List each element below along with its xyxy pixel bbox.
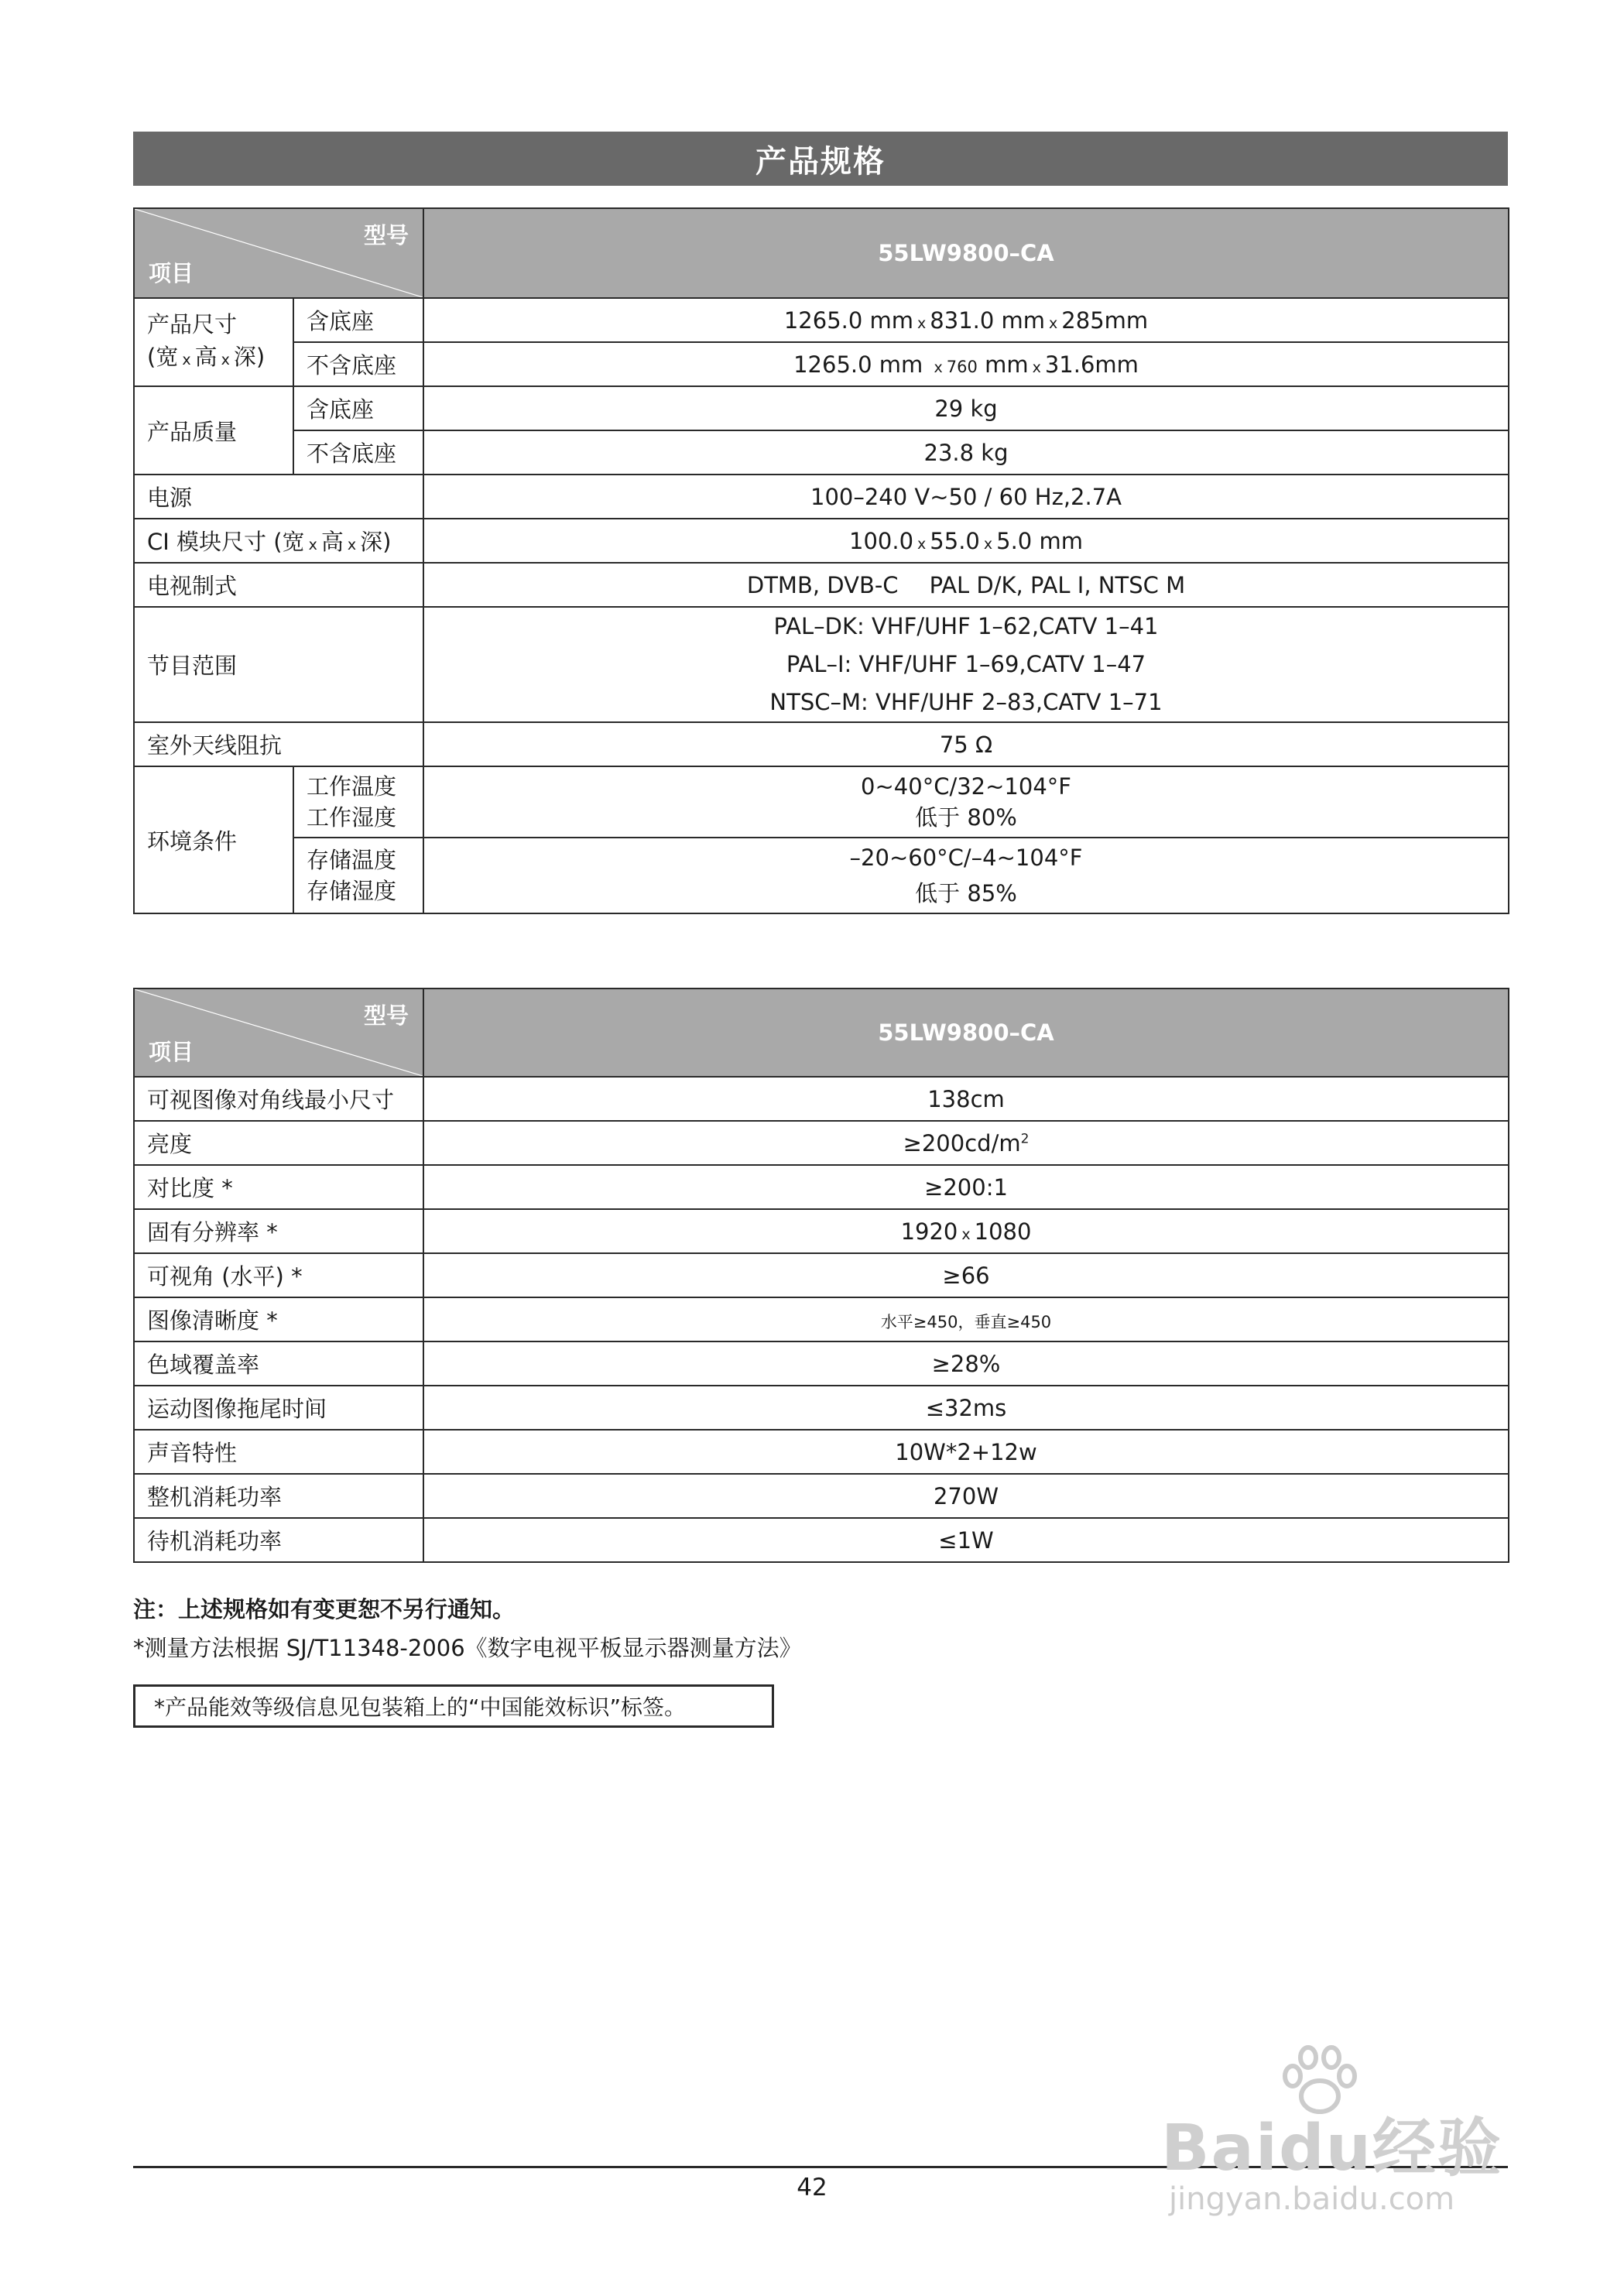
table-row [134, 766, 1509, 838]
weight-label: 产品质量 [134, 386, 293, 475]
operating-labels: 工作温度 工作湿度 [293, 766, 423, 838]
row-value: 10W*2+12w [423, 1430, 1509, 1474]
tv-system-value: DTMB, DVB-C PAL D/K, PAL I, NTSC M [423, 563, 1509, 607]
size-with-base-value: 1265.0 mm x 831.0 mm x 285mm [423, 298, 1509, 342]
storage-labels: 存储温度 存储湿度 [293, 838, 423, 913]
table-row [134, 475, 1509, 519]
table-row [134, 430, 1509, 475]
table-row [134, 1474, 1509, 1518]
antenna-value: 75 Ω [423, 722, 1509, 766]
table-row [134, 1077, 1509, 1121]
table-row [134, 722, 1509, 766]
row-value: 水平≥450，垂直≥450 [423, 1297, 1509, 1341]
row-value: ≤1W [423, 1518, 1509, 1562]
size-label: 产品尺寸 (宽 x 高 x 深) [134, 298, 293, 386]
weight-with-base-label: 含底座 [293, 386, 423, 430]
program-range-label: 节目范围 [134, 607, 423, 722]
environment-label: 环境条件 [134, 766, 293, 913]
weight-without-base-label: 不含底座 [293, 430, 423, 475]
energy-label-note: *产品能效等级信息见包装箱上的“中国能效标识”标签。 [133, 1684, 774, 1728]
table-row [134, 1209, 1509, 1253]
row-value: 1920 x 1080 [423, 1209, 1509, 1253]
ci-value: 100.0 x 55.0 x 5.0 mm [423, 519, 1509, 563]
weight-without-base-value: 23.8 kg [423, 430, 1509, 475]
row-label: 图像清晰度 * [134, 1297, 423, 1341]
header-model-label: 型号 [363, 1002, 409, 1029]
row-label: 亮度 [134, 1121, 423, 1165]
row-value: ≥200:1 [423, 1165, 1509, 1209]
row-label: 运动图像拖尾时间 [134, 1386, 423, 1430]
power-label: 电源 [134, 475, 423, 519]
power-value: 100–240 V~50 / 60 Hz,2.7A [423, 475, 1509, 519]
antenna-label: 室外天线阻抗 [134, 722, 423, 766]
table-row [134, 1341, 1509, 1386]
spec-table-2 [133, 988, 1509, 1563]
row-value: ≤32ms [423, 1386, 1509, 1430]
row-value: $\ge 200cd/m^2$ [423, 1121, 1509, 1165]
table-row [134, 1253, 1509, 1297]
row-label: 对比度 * [134, 1165, 423, 1209]
size-without-base-value: 1265.0 mm x 760 mm x 31.6mm [423, 342, 1509, 386]
row-value: 138cm [423, 1077, 1509, 1121]
table-row [134, 342, 1509, 386]
table-row [134, 386, 1509, 430]
table-row [134, 1121, 1509, 1165]
notes [133, 1590, 802, 1667]
watermark-url: jingyan.baidu.com [1169, 2181, 1455, 2217]
header-diagonal-cell [134, 208, 423, 298]
row-label: 可视图像对角线最小尺寸 [134, 1077, 423, 1121]
row-label: 色域覆盖率 [134, 1341, 423, 1386]
row-label: 可视角 (水平) * [134, 1253, 423, 1297]
with-base-label: 含底座 [293, 298, 423, 342]
header-item-label: 项目 [149, 1039, 194, 1065]
ci-label: CI 模块尺寸 (宽 x 高 x 深) [134, 519, 423, 563]
table-row [134, 838, 1509, 913]
table-row [134, 563, 1509, 607]
table-row [134, 1165, 1509, 1209]
row-value: ≥66 [423, 1253, 1509, 1297]
header-item-label: 项目 [149, 260, 194, 286]
note-measurement-method: *测量方法根据 SJ/T11348-2006《数字电视平板显示器测量方法》 [133, 1635, 802, 1661]
note-change-notice: 注：上述规格如有变更恕不另行通知。 [133, 1596, 516, 1622]
table-row [134, 607, 1509, 722]
table-row [134, 298, 1509, 342]
table-row [134, 1430, 1509, 1474]
row-label: 整机消耗功率 [134, 1474, 423, 1518]
weight-with-base-value: 29 kg [423, 386, 1509, 430]
operating-values: 0~40°C/32~104°F 低于 80% [423, 766, 1509, 838]
row-value: ≥28% [423, 1341, 1509, 1386]
page-number: 42 [797, 2174, 827, 2201]
row-label: 固有分辨率 * [134, 1209, 423, 1253]
header-model-label: 型号 [363, 222, 409, 248]
watermark-brand: Baidu经验 [1161, 2112, 1503, 2185]
table-row [134, 1518, 1509, 1562]
row-label: 待机消耗功率 [134, 1518, 423, 1562]
model-name: 55LW9800–CA [423, 989, 1509, 1077]
storage-values: –20~60°C/–4~104°F 低于 85% [423, 838, 1509, 913]
page-title: 产品规格 [133, 132, 1508, 186]
spec-table-1 [133, 207, 1509, 914]
table-header-row [134, 208, 1509, 298]
table-row [134, 519, 1509, 563]
model-name: 55LW9800–CA [423, 208, 1509, 298]
table-row [134, 1297, 1509, 1341]
without-base-label: 不含底座 [293, 342, 423, 386]
baidu-watermark [1161, 2044, 1533, 2229]
table-row [134, 1386, 1509, 1430]
row-label: 声音特性 [134, 1430, 423, 1474]
header-diagonal-cell [134, 989, 423, 1077]
table-header-row [134, 989, 1509, 1077]
row-value: 270W [423, 1474, 1509, 1518]
program-range-value: PAL–DK: VHF/UHF 1–62,CATV 1–41 PAL–I: VHF/UHF 1–69,CATV 1–47 NTSC–M: VHF/UHF 2–83,CATV 1–71 [423, 607, 1509, 722]
tv-system-label: 电视制式 [134, 563, 423, 607]
